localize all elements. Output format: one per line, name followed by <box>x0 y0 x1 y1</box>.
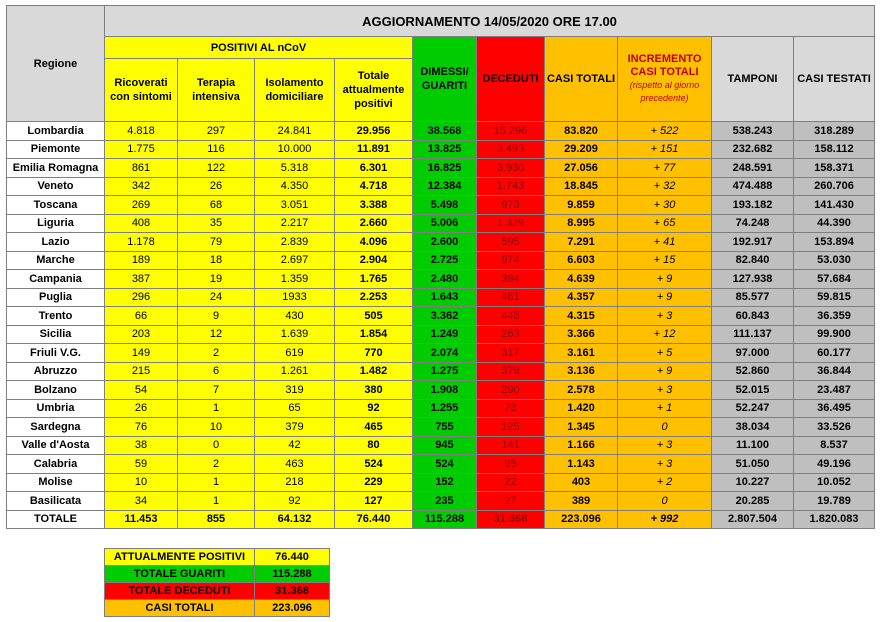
cell-deceduti: 263 <box>477 325 545 344</box>
cell-testati: 33.526 <box>794 418 875 437</box>
cell-tamponi: 38.034 <box>712 418 794 437</box>
cell-dimessi: 12.384 <box>413 177 477 196</box>
table-row <box>7 122 875 141</box>
cell-testati: 158.371 <box>794 159 875 178</box>
cell-casi: 3.136 <box>545 362 618 381</box>
cell-isolamento: 3.051 <box>255 196 335 215</box>
header-casi-testati: CASI TESTATI <box>794 37 875 122</box>
cell-tamponi: 85.577 <box>712 288 794 307</box>
cell-terapia: 68 <box>178 196 255 215</box>
cell-regione: Emilia Romagna <box>7 159 105 178</box>
header-casi-totali: CASI TOTALI <box>545 37 618 122</box>
table-row <box>7 288 875 307</box>
cell-tamponi: 52.860 <box>712 362 794 381</box>
cell-totale: 4.718 <box>335 177 413 196</box>
header-incremento-title: INCREMENTO CASI TOTALI <box>627 53 702 78</box>
cell-ricoverati: 66 <box>105 307 178 326</box>
summary-table <box>104 548 330 617</box>
cell-deceduti: 95 <box>477 455 545 474</box>
cell-totale: 2.253 <box>335 288 413 307</box>
cell-terapia: 19 <box>178 270 255 289</box>
cell-isolamento: 379 <box>255 418 335 437</box>
summary-label: ATTUALMENTE POSITIVI <box>105 549 255 566</box>
cell-regione: Toscana <box>7 196 105 215</box>
cell-casi: 1.166 <box>545 436 618 455</box>
cell-deceduti: 1.329 <box>477 214 545 233</box>
cell-casi: 7.291 <box>545 233 618 252</box>
cell-totale: 1.854 <box>335 325 413 344</box>
cell-casi: 9.859 <box>545 196 618 215</box>
header-incremento <box>618 37 712 122</box>
cell-deceduti: 973 <box>477 196 545 215</box>
cell-ricoverati: 76 <box>105 418 178 437</box>
cell-isolamento: 10.000 <box>255 140 335 159</box>
summary-row <box>105 566 330 583</box>
table-row <box>7 325 875 344</box>
cell-deceduti: 394 <box>477 270 545 289</box>
cell-isolamento: 1.639 <box>255 325 335 344</box>
cell-regione: Calabria <box>7 455 105 474</box>
table-row <box>7 177 875 196</box>
cell-testati: 158.112 <box>794 140 875 159</box>
cell-ricoverati: 215 <box>105 362 178 381</box>
header-deceduti: DECEDUTI <box>477 37 545 122</box>
cell-ricoverati: 38 <box>105 436 178 455</box>
cell-regione: Marche <box>7 251 105 270</box>
cell-testati: 141.430 <box>794 196 875 215</box>
cell-regione: Trento <box>7 307 105 326</box>
cell-tamponi: 127.938 <box>712 270 794 289</box>
cell-totale: 4.096 <box>335 233 413 252</box>
cell-terapia: 35 <box>178 214 255 233</box>
cell-isolamento: 2.697 <box>255 251 335 270</box>
cell-deceduti: 3.930 <box>477 159 545 178</box>
cell-dimessi: 1.255 <box>413 399 477 418</box>
cell-casi: 403 <box>545 473 618 492</box>
cell-deceduti: 73 <box>477 399 545 418</box>
cell-regione: Molise <box>7 473 105 492</box>
cell-terapia: 855 <box>178 510 255 529</box>
cell-ricoverati: 1.178 <box>105 233 178 252</box>
cell-ricoverati: 26 <box>105 399 178 418</box>
cell-totale: 1.482 <box>335 362 413 381</box>
cell-regione: Piemonte <box>7 140 105 159</box>
cell-casi: 6.603 <box>545 251 618 270</box>
cell-terapia: 0 <box>178 436 255 455</box>
cell-incremento: + 32 <box>618 177 712 196</box>
cell-testati: 36.359 <box>794 307 875 326</box>
cell-deceduti: 3.493 <box>477 140 545 159</box>
cell-ricoverati: 203 <box>105 325 178 344</box>
cell-isolamento: 619 <box>255 344 335 363</box>
page-title: AGGIORNAMENTO 14/05/2020 ORE 17.00 <box>105 6 875 37</box>
cell-totale: 2.904 <box>335 251 413 270</box>
header-totale-positivi: Totale attualmente positivi <box>335 59 413 122</box>
cell-dimessi: 13.825 <box>413 140 477 159</box>
cell-incremento: + 41 <box>618 233 712 252</box>
cell-deceduti: 22 <box>477 473 545 492</box>
cell-dimessi: 945 <box>413 436 477 455</box>
table-row <box>7 251 875 270</box>
cell-ricoverati: 59 <box>105 455 178 474</box>
cell-casi: 18.845 <box>545 177 618 196</box>
cell-deceduti: 15.296 <box>477 122 545 141</box>
cell-dimessi: 1.908 <box>413 381 477 400</box>
cell-isolamento: 430 <box>255 307 335 326</box>
cell-tamponi: 74.248 <box>712 214 794 233</box>
header-regione: Regione <box>7 6 105 122</box>
cell-dimessi: 115.288 <box>413 510 477 529</box>
table-row <box>7 270 875 289</box>
cell-totale: 80 <box>335 436 413 455</box>
cell-deceduti: 141 <box>477 436 545 455</box>
cell-incremento: + 3 <box>618 455 712 474</box>
cell-dimessi: 1.249 <box>413 325 477 344</box>
cell-totale: 92 <box>335 399 413 418</box>
cell-casi: 2.578 <box>545 381 618 400</box>
cell-totale: 3.388 <box>335 196 413 215</box>
summary-row <box>105 549 330 566</box>
cell-incremento: + 30 <box>618 196 712 215</box>
cell-tamponi: 52.247 <box>712 399 794 418</box>
cell-incremento: + 1 <box>618 399 712 418</box>
cell-testati: 36.495 <box>794 399 875 418</box>
cell-casi: 389 <box>545 492 618 511</box>
cell-terapia: 1 <box>178 492 255 511</box>
cell-tamponi: 10.227 <box>712 473 794 492</box>
cell-incremento: + 15 <box>618 251 712 270</box>
cell-regione: Friuli V.G. <box>7 344 105 363</box>
cell-ricoverati: 269 <box>105 196 178 215</box>
table-row <box>7 140 875 159</box>
cell-casi: 3.366 <box>545 325 618 344</box>
cell-casi: 4.315 <box>545 307 618 326</box>
cell-totale: 229 <box>335 473 413 492</box>
cell-incremento: + 151 <box>618 140 712 159</box>
cell-regione: Lazio <box>7 233 105 252</box>
cell-terapia: 10 <box>178 418 255 437</box>
table-row <box>7 418 875 437</box>
table-row <box>7 381 875 400</box>
cell-terapia: 2 <box>178 344 255 363</box>
cell-casi: 4.639 <box>545 270 618 289</box>
cell-regione: Puglia <box>7 288 105 307</box>
cell-terapia: 7 <box>178 381 255 400</box>
cell-testati: 60.177 <box>794 344 875 363</box>
cell-terapia: 18 <box>178 251 255 270</box>
cell-totale: 76.440 <box>335 510 413 529</box>
cell-totale: 11.891 <box>335 140 413 159</box>
cell-incremento: + 12 <box>618 325 712 344</box>
cell-testati: 10.052 <box>794 473 875 492</box>
cell-incremento: + 77 <box>618 159 712 178</box>
cell-deceduti: 27 <box>477 492 545 511</box>
cell-incremento: + 9 <box>618 270 712 289</box>
cell-deceduti: 379 <box>477 362 545 381</box>
cell-casi: 3.161 <box>545 344 618 363</box>
cell-deceduti: 448 <box>477 307 545 326</box>
cell-casi: 83.820 <box>545 122 618 141</box>
cell-tamponi: 193.182 <box>712 196 794 215</box>
cell-incremento: + 9 <box>618 288 712 307</box>
cell-tamponi: 111.137 <box>712 325 794 344</box>
cell-tamponi: 52.015 <box>712 381 794 400</box>
cell-tamponi: 2.807.504 <box>712 510 794 529</box>
cell-testati: 53.030 <box>794 251 875 270</box>
summary-label: CASI TOTALI <box>105 600 255 617</box>
cell-regione: Abruzzo <box>7 362 105 381</box>
cell-testati: 57.684 <box>794 270 875 289</box>
cell-terapia: 12 <box>178 325 255 344</box>
cell-dimessi: 2.725 <box>413 251 477 270</box>
cell-isolamento: 24.841 <box>255 122 335 141</box>
cell-incremento: + 5 <box>618 344 712 363</box>
cell-tamponi: 538.243 <box>712 122 794 141</box>
cell-dimessi: 2.600 <box>413 233 477 252</box>
cell-terapia: 1 <box>178 399 255 418</box>
table-row <box>7 455 875 474</box>
cell-deceduti: 125 <box>477 418 545 437</box>
header-positivi-group: POSITIVI AL nCoV <box>105 37 413 59</box>
cell-ricoverati: 34 <box>105 492 178 511</box>
cell-regione: Valle d'Aosta <box>7 436 105 455</box>
cell-casi: 27.056 <box>545 159 618 178</box>
cell-dimessi: 2.074 <box>413 344 477 363</box>
cell-totale: 505 <box>335 307 413 326</box>
cell-incremento: 0 <box>618 492 712 511</box>
cell-casi: 1.420 <box>545 399 618 418</box>
cell-casi: 8.995 <box>545 214 618 233</box>
cell-totale: 2.660 <box>335 214 413 233</box>
cell-terapia: 297 <box>178 122 255 141</box>
cell-regione: Veneto <box>7 177 105 196</box>
cell-terapia: 6 <box>178 362 255 381</box>
cell-regione: Umbria <box>7 399 105 418</box>
cell-terapia: 2 <box>178 455 255 474</box>
cell-incremento: + 522 <box>618 122 712 141</box>
cell-tamponi: 192.917 <box>712 233 794 252</box>
cell-ricoverati: 1.775 <box>105 140 178 159</box>
total-row <box>7 510 875 529</box>
header-tamponi: TAMPONI <box>712 37 794 122</box>
table-row <box>7 436 875 455</box>
cell-tamponi: 232.682 <box>712 140 794 159</box>
cell-tamponi: 20.285 <box>712 492 794 511</box>
cell-testati: 153.894 <box>794 233 875 252</box>
header-dimessi: DIMESSI/ GUARITI <box>413 37 477 122</box>
cell-tamponi: 97.000 <box>712 344 794 363</box>
cell-isolamento: 2.839 <box>255 233 335 252</box>
cell-regione: Basilicata <box>7 492 105 511</box>
cell-dimessi: 3.362 <box>413 307 477 326</box>
cell-tamponi: 474.488 <box>712 177 794 196</box>
cell-casi: 223.096 <box>545 510 618 529</box>
summary-label: TOTALE DECEDUTI <box>105 583 255 600</box>
cell-dimessi: 16.825 <box>413 159 477 178</box>
cell-dimessi: 152 <box>413 473 477 492</box>
cell-testati: 19.789 <box>794 492 875 511</box>
cell-regione: Campania <box>7 270 105 289</box>
cell-regione: Liguria <box>7 214 105 233</box>
cell-dimessi: 1.275 <box>413 362 477 381</box>
cell-ricoverati: 10 <box>105 473 178 492</box>
cell-isolamento: 1933 <box>255 288 335 307</box>
summary-row <box>105 583 330 600</box>
summary-value: 115.288 <box>255 566 330 583</box>
cell-ricoverati: 861 <box>105 159 178 178</box>
cell-testati: 318.289 <box>794 122 875 141</box>
cell-isolamento: 92 <box>255 492 335 511</box>
covid-regional-table <box>6 5 875 529</box>
cell-isolamento: 5.318 <box>255 159 335 178</box>
cell-tamponi: 82.840 <box>712 251 794 270</box>
cell-testati: 23.487 <box>794 381 875 400</box>
cell-incremento: + 992 <box>618 510 712 529</box>
cell-terapia: 116 <box>178 140 255 159</box>
cell-totale: 380 <box>335 381 413 400</box>
cell-ricoverati: 296 <box>105 288 178 307</box>
cell-totale: 770 <box>335 344 413 363</box>
cell-incremento: + 3 <box>618 307 712 326</box>
table-row <box>7 492 875 511</box>
cell-terapia: 79 <box>178 233 255 252</box>
cell-testati: 1.820.083 <box>794 510 875 529</box>
cell-totale: 127 <box>335 492 413 511</box>
summary-value: 223.096 <box>255 600 330 617</box>
cell-tamponi: 248.591 <box>712 159 794 178</box>
cell-regione: Lombardia <box>7 122 105 141</box>
cell-casi: 1.143 <box>545 455 618 474</box>
cell-isolamento: 2.217 <box>255 214 335 233</box>
table-row <box>7 307 875 326</box>
cell-regione: Bolzano <box>7 381 105 400</box>
cell-tamponi: 51.050 <box>712 455 794 474</box>
cell-testati: 8.537 <box>794 436 875 455</box>
cell-incremento: + 2 <box>618 473 712 492</box>
cell-terapia: 9 <box>178 307 255 326</box>
cell-terapia: 122 <box>178 159 255 178</box>
cell-testati: 36.844 <box>794 362 875 381</box>
table-row <box>7 159 875 178</box>
cell-terapia: 24 <box>178 288 255 307</box>
header-incremento-note: (rispetto al giorno precedente) <box>629 80 700 103</box>
summary-value: 76.440 <box>255 549 330 566</box>
cell-terapia: 26 <box>178 177 255 196</box>
cell-testati: 59.815 <box>794 288 875 307</box>
cell-dimessi: 5.498 <box>413 196 477 215</box>
cell-regione: TOTALE <box>7 510 105 529</box>
cell-incremento: + 9 <box>618 362 712 381</box>
cell-testati: 99.900 <box>794 325 875 344</box>
cell-testati: 260.706 <box>794 177 875 196</box>
cell-ricoverati: 342 <box>105 177 178 196</box>
cell-isolamento: 42 <box>255 436 335 455</box>
cell-deceduti: 31.368 <box>477 510 545 529</box>
cell-ricoverati: 189 <box>105 251 178 270</box>
cell-dimessi: 235 <box>413 492 477 511</box>
cell-totale: 29.956 <box>335 122 413 141</box>
cell-regione: Sicilia <box>7 325 105 344</box>
cell-dimessi: 524 <box>413 455 477 474</box>
cell-deceduti: 1.743 <box>477 177 545 196</box>
cell-isolamento: 65 <box>255 399 335 418</box>
cell-deceduti: 317 <box>477 344 545 363</box>
header-isolamento: Isolamento domiciliare <box>255 59 335 122</box>
summary-value: 31.368 <box>255 583 330 600</box>
table-row <box>7 233 875 252</box>
cell-tamponi: 11.100 <box>712 436 794 455</box>
table-row <box>7 399 875 418</box>
cell-isolamento: 4.350 <box>255 177 335 196</box>
cell-incremento: + 65 <box>618 214 712 233</box>
cell-isolamento: 463 <box>255 455 335 474</box>
cell-casi: 1.345 <box>545 418 618 437</box>
summary-label: TOTALE GUARITI <box>105 566 255 583</box>
cell-dimessi: 755 <box>413 418 477 437</box>
table-row <box>7 214 875 233</box>
cell-terapia: 1 <box>178 473 255 492</box>
cell-totale: 524 <box>335 455 413 474</box>
cell-ricoverati: 4.818 <box>105 122 178 141</box>
cell-incremento: + 3 <box>618 436 712 455</box>
cell-casi: 29.209 <box>545 140 618 159</box>
cell-isolamento: 1.359 <box>255 270 335 289</box>
cell-ricoverati: 408 <box>105 214 178 233</box>
cell-ricoverati: 149 <box>105 344 178 363</box>
cell-dimessi: 1.643 <box>413 288 477 307</box>
header-ricoverati: Ricoverati con sintomi <box>105 59 178 122</box>
cell-ricoverati: 11.453 <box>105 510 178 529</box>
cell-ricoverati: 54 <box>105 381 178 400</box>
table-row <box>7 196 875 215</box>
cell-testati: 44.390 <box>794 214 875 233</box>
cell-incremento: + 3 <box>618 381 712 400</box>
table-row <box>7 362 875 381</box>
summary-row <box>105 600 330 617</box>
cell-dimessi: 38.568 <box>413 122 477 141</box>
cell-tamponi: 60.843 <box>712 307 794 326</box>
cell-totale: 1.765 <box>335 270 413 289</box>
table-row <box>7 473 875 492</box>
cell-incremento: 0 <box>618 418 712 437</box>
cell-casi: 4.357 <box>545 288 618 307</box>
cell-isolamento: 218 <box>255 473 335 492</box>
cell-testati: 49.196 <box>794 455 875 474</box>
cell-isolamento: 64.132 <box>255 510 335 529</box>
cell-regione: Sardegna <box>7 418 105 437</box>
cell-deceduti: 595 <box>477 233 545 252</box>
table-row <box>7 344 875 363</box>
cell-totale: 465 <box>335 418 413 437</box>
cell-isolamento: 319 <box>255 381 335 400</box>
cell-deceduti: 974 <box>477 251 545 270</box>
cell-dimessi: 5.006 <box>413 214 477 233</box>
cell-isolamento: 1.261 <box>255 362 335 381</box>
cell-totale: 6.301 <box>335 159 413 178</box>
cell-deceduti: 461 <box>477 288 545 307</box>
cell-ricoverati: 387 <box>105 270 178 289</box>
header-terapia: Terapia intensiva <box>178 59 255 122</box>
cell-dimessi: 2.480 <box>413 270 477 289</box>
cell-deceduti: 290 <box>477 381 545 400</box>
